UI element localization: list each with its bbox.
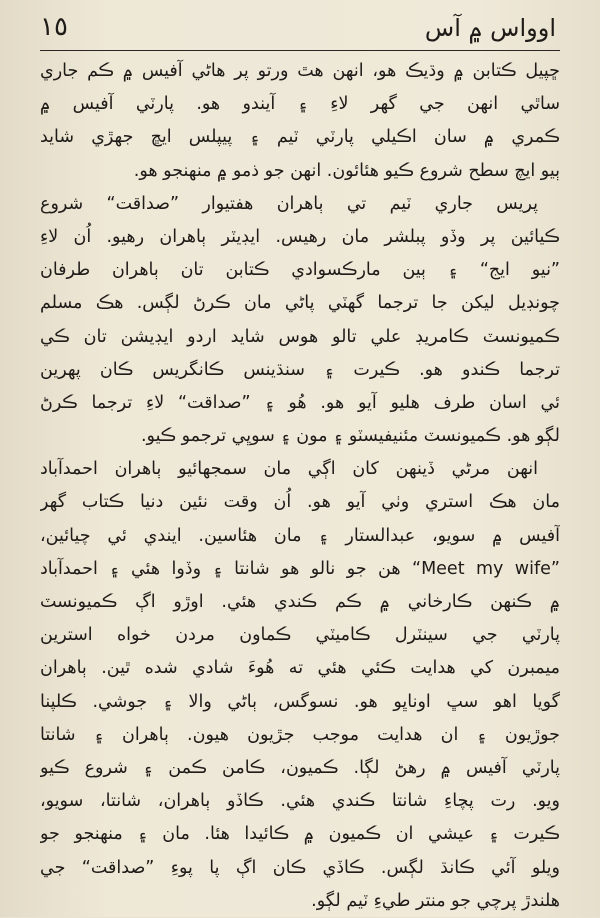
text-line: ڪمري ۾ سان اڪيلي پارٽي ٽيم ۽ پيپلس ايڇ جهڙي شايد	[40, 127, 560, 148]
text-line: انهن مرڻي ڏينهن کان اڳي مان سمجهائيو ٻاهران احمدآباد	[40, 459, 538, 480]
text-line: گويا اهو سڀ اوناڀو هو. نسوگس، ٻاڻي والا ۽ جوشي. ڪلپنا	[40, 691, 560, 712]
text-line: ”نيو ايج“ ۽ ٻين مارڪسوادي ڪتابن تان ٻاهران طرفان	[40, 260, 560, 281]
text-line: ۾ ڪنهن ڪارخاني ۾ ڪم ڪندي هئي. اوڙو اڳ ڪميونسٽ	[40, 592, 560, 612]
page-number: ١٥	[40, 12, 68, 42]
text-line: ساٿي انهن جي گهر لاءِ ۽ آيندو هو. پارٽي آفيس ۾	[40, 94, 560, 115]
text-line: جوڙيون ۽ ان هدايت موجب جڙيون هيون. ٻاهران ۽ شانتا	[40, 724, 560, 745]
text-line: هلندڙ پرچي جو منتر طيءِ ٽيم لڳو.	[311, 890, 560, 911]
text-line: ئي اسان طرف هليو آيو هو. هُو ۽ ”صداقت“ لاءِ ترجما ڪرڻ	[40, 392, 560, 413]
text-line: مان هڪ استري وٺي آيو هو. اُن وقت نئين دنيا ڪتاب گهر	[40, 492, 560, 513]
text-line: ڪيرت ۽ عيشي ان ڪميون ۾ ڪائيدا هئا. مان ۽ منهنجو جو	[40, 824, 560, 845]
page-header	[40, 10, 560, 51]
text-line: ”Meet my wife“ هن جو نالو هو شانتا ۽ وڏوا هئي ۽ احمدآباد	[40, 558, 560, 579]
text-line: لڳو هو. ڪميونسٽ مئنيفيسٽو ۽ مون ۽ سوڀي ترجمو ڪيو.	[140, 426, 560, 447]
text-line: ٻيو ايچ سطح شروع ڪيو هئائون. انهن جو ذمو ۾ منهنجو هو.	[133, 160, 560, 181]
text-line: پارٽي آفيس ۾ رهڻ لڳا. ڪميون، ڪامن ڪمن ۽ شروع ڪيو	[40, 757, 560, 778]
text-line: ڇپيل ڪتابن ۾ وڌيڪ هو، انهن هٿ ورتو پر هاڻي آفيس ۾ ڪم جاري	[40, 61, 560, 81]
text-line: پريس جاري ٽيم تي ٻاهران هفتيوار ”صداقت“ شروع	[40, 193, 538, 214]
text-line: چونڊيل ليکن جا ترجما گهٽي پاڻي مان ڪرڻ لڳس. هڪ مسلم	[40, 293, 560, 314]
text-line: ويلو آئي ڪانڌ لڳس. ڪاڏي ڪان اڳ پا پوءِ ”صداقت“ جي	[40, 857, 560, 878]
text-line: ڪميونسٽ ڪامريڊ علي تالو هوس شايد اردو ايڊيشن تان ڪي	[40, 326, 560, 347]
text-line: ويو. رت پچاءِ شانتا ڪندي هئي. ڪاڏو ٻاهران، شانتا، سويو،	[40, 791, 560, 812]
text-line: ڪيائين پر وڏو پبلشر مان رهيس. ايڊيٽر ٻاهران رهيو. اُن لاءِ	[40, 226, 560, 247]
body-text	[40, 55, 560, 911]
text-line: ترجما ڪندو هو. ڪيرت ۽ سنڌينس ڪانگريس ڪان پهرين	[40, 359, 560, 380]
text-line: ميمبرن کي هدايت ڪئي هئي ته هُوءَ شادي شده ٿين. ٻاهران	[40, 658, 560, 679]
text-line: آفيس ۾ سويو، عبدالستار ۽ مان هئاسين. ايندي ئي چيائين،	[40, 525, 560, 546]
text-line: پارٽي جي سينٽرل ڪاميٽي ڪماون مردن خواه استرين	[40, 625, 560, 646]
running-head: اوواس ۾ آس	[424, 14, 556, 42]
